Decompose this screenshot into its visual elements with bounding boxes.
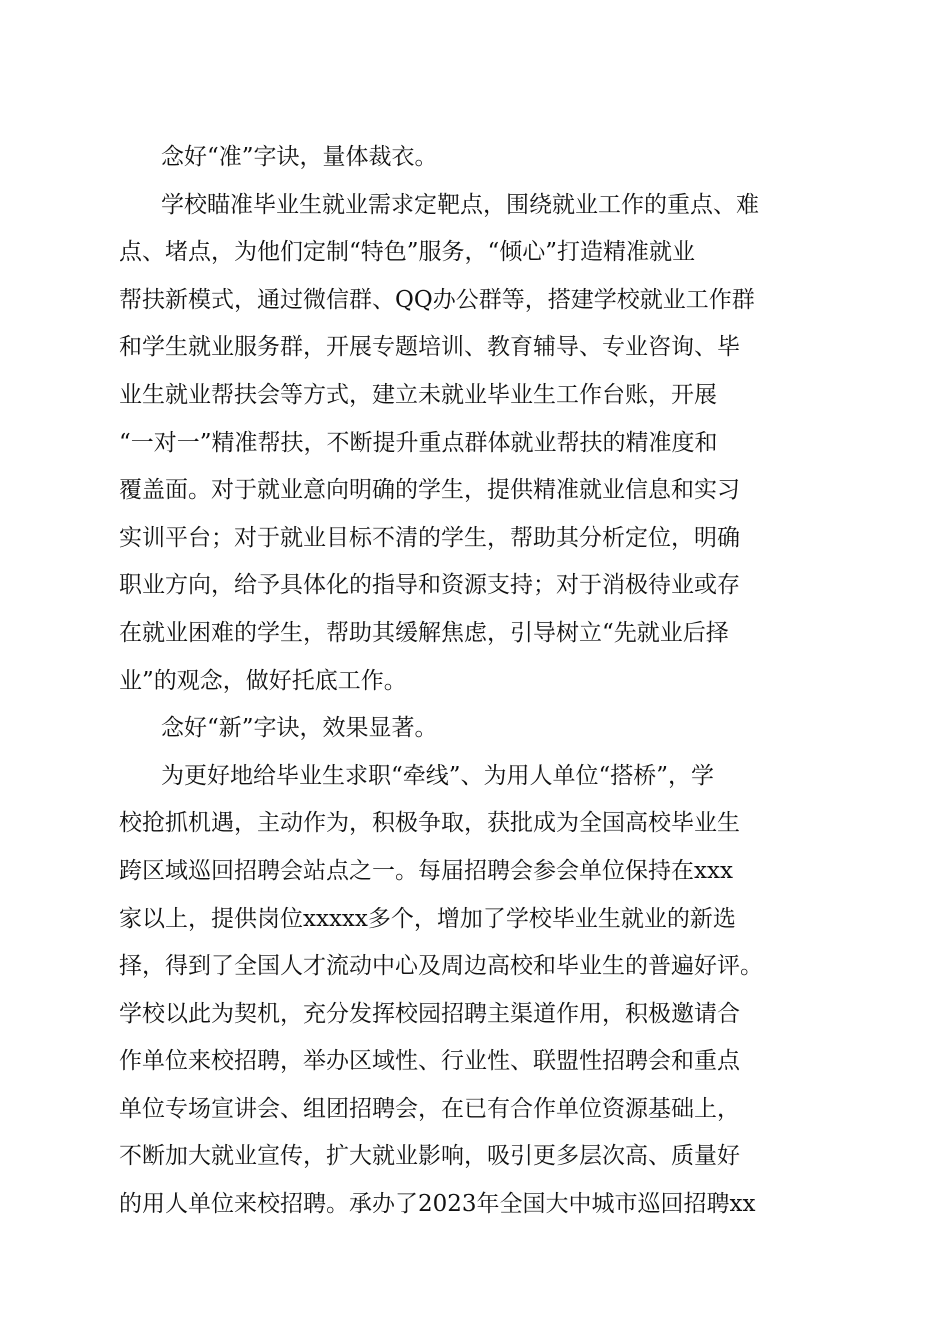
section-heading-precision: 念好“准”字诀，量体裁衣。 xyxy=(161,144,438,170)
section-body-innovation-text: 为更好地给毕业生求职“牵线”、为用人单位“搭桥”，学 校抢抓机遇，主动作为，积极争取，获批成为全国高校毕业生 跨区域巡回招聘会站点之一。每届招聘会参会单位保持在xxx 家以上，提供岗位xxxxx多个，增加了学校毕业生就业的新选 择，得到了全国人才流动中心及周边高校和毕业生的普遍好评。 学校以此为契机，充分发挥校园招聘主渠道作用，积极邀请合 作单位来校招聘，举办区域性、行业性、联盟性招聘会和重点 单位专场宣讲会、组团招聘会，在已有合作单位资源基础上， 不断加大就业宣传，扩大就业影响，吸引更多层次高、质量好 的用人单位来校招聘。承办了2023年全国大中城市巡回招聘xx xyxy=(119,762,763,1218)
section-body-precision xyxy=(119,182,839,706)
section-body-innovation xyxy=(119,753,839,1229)
document-body xyxy=(119,134,839,1229)
section-heading-innovation: 念好“新”字诀，效果显著。 xyxy=(161,715,438,742)
section-body-precision-text: 学校瞄准毕业生就业需求定靶点，围绕就业工作的重点、难 点、堵点，为他们定制“特色”服务，“倾心”打造精准就业 帮扶新模式，通过微信群、QQ办公群等，搭建学校就业工作群 和学生就业服务群，开展专题培训、教育辅导、专业咨询、毕 业生就业帮扶会等方式，建立未就业毕业生工作台账，开展 “一对一”精准帮扶，不断提升重点群体就业帮扶的精准度和 覆盖面。对于就业意向明确的学生，提供精准就业信息和实习 实训平台；对于就业目标不清的学生，帮助其分析定位，明确 职业方向，给予具体化的指导和资源支持；对于消极待业或存 在就业困难的学生，帮助其缓解焦虑，引导树立“先就业后择 业”的观念，做好托底工作。 xyxy=(119,191,759,694)
